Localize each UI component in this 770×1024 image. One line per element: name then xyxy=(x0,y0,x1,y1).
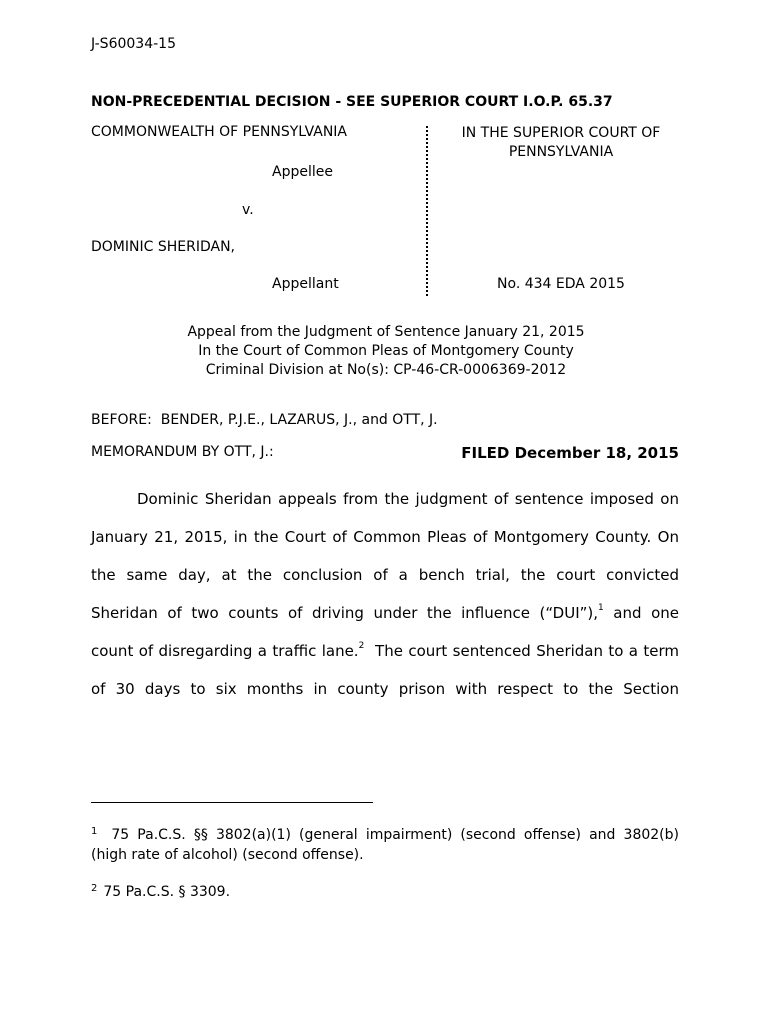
body-line-4-text: Sheridan of two counts of driving under the influence (“DUI”), xyxy=(91,604,599,622)
court-name-line1: IN THE SUPERIOR COURT OF xyxy=(461,125,661,141)
body-line-6: of 30 days to six months in county prison with respect to the Section xyxy=(91,680,679,698)
footnote-separator xyxy=(91,802,373,803)
caption-court xyxy=(441,124,681,300)
footnote-1-text: 75 Pa.C.S. §§ 3802(a)(1) (general impairment) (second offense) and 3802(b) (high rate of alcohol) (second offense). xyxy=(91,827,679,863)
versus-label: v. xyxy=(242,202,254,218)
footnote-2-mark: 2 xyxy=(91,883,98,894)
appellant-label: Appellant xyxy=(272,276,339,292)
nonprecedential-notice: NON-PRECEDENTIAL DECISION - SEE SUPERIOR COURT I.O.P. 65.37 xyxy=(91,94,613,110)
footnote-1-mark: 1 xyxy=(91,826,98,837)
body-line-5 xyxy=(91,632,679,670)
body-line-4 xyxy=(91,594,679,632)
footnote-1 xyxy=(91,826,679,865)
body-line-2: January 21, 2015, in the Court of Common Pleas of Montgomery County. On xyxy=(91,528,679,546)
document-id: J-S60034-15 xyxy=(91,36,176,52)
panel-before: BEFORE: BENDER, P.J.E., LAZARUS, J., and OTT, J. xyxy=(91,412,438,428)
caption-parties xyxy=(91,124,421,300)
party-defendant: DOMINIC SHERIDAN, xyxy=(91,239,235,255)
body-line-1: Dominic Sheridan appeals from the judgment of sentence imposed on xyxy=(137,490,679,508)
appeal-line1: Appeal from the Judgment of Sentence January 21, 2015 xyxy=(187,324,585,340)
footnote-2-text: 75 Pa.C.S. § 3309. xyxy=(103,884,231,900)
body-line-5-text: count of disregarding a traffic lane. xyxy=(91,642,359,660)
case-caption xyxy=(91,124,681,300)
footnote-ref-2[interactable]: 2 xyxy=(358,641,365,651)
appeal-info xyxy=(91,323,681,380)
body-line-4-tail: and one xyxy=(603,604,679,622)
footnote-ref-1[interactable]: 1 xyxy=(598,603,604,613)
party-commonwealth: COMMONWEALTH OF PENNSYLVANIA xyxy=(91,124,348,140)
body-line-3: the same day, at the conclusion of a bench trial, the court convicted xyxy=(91,566,679,584)
court-name xyxy=(441,124,681,162)
appeal-line2: In the Court of Common Pleas of Montgomery County xyxy=(198,343,574,359)
filed-date: FILED December 18, 2015 xyxy=(461,444,679,462)
docket-number: No. 434 EDA 2015 xyxy=(497,276,625,292)
court-name-line2: PENNSYLVANIA xyxy=(508,144,614,160)
appeal-line3: Criminal Division at No(s): CP-46-CR-0006369-2012 xyxy=(205,362,567,378)
footnote-2 xyxy=(91,883,679,903)
opinion-body xyxy=(91,480,679,708)
caption-divider xyxy=(426,126,428,296)
body-line-5-tail: The court sentenced Sheridan to a term xyxy=(364,642,679,660)
footnotes xyxy=(91,826,679,903)
memorandum-author: MEMORANDUM BY OTT, J.: xyxy=(91,444,274,460)
appellee-label: Appellee xyxy=(272,164,333,180)
